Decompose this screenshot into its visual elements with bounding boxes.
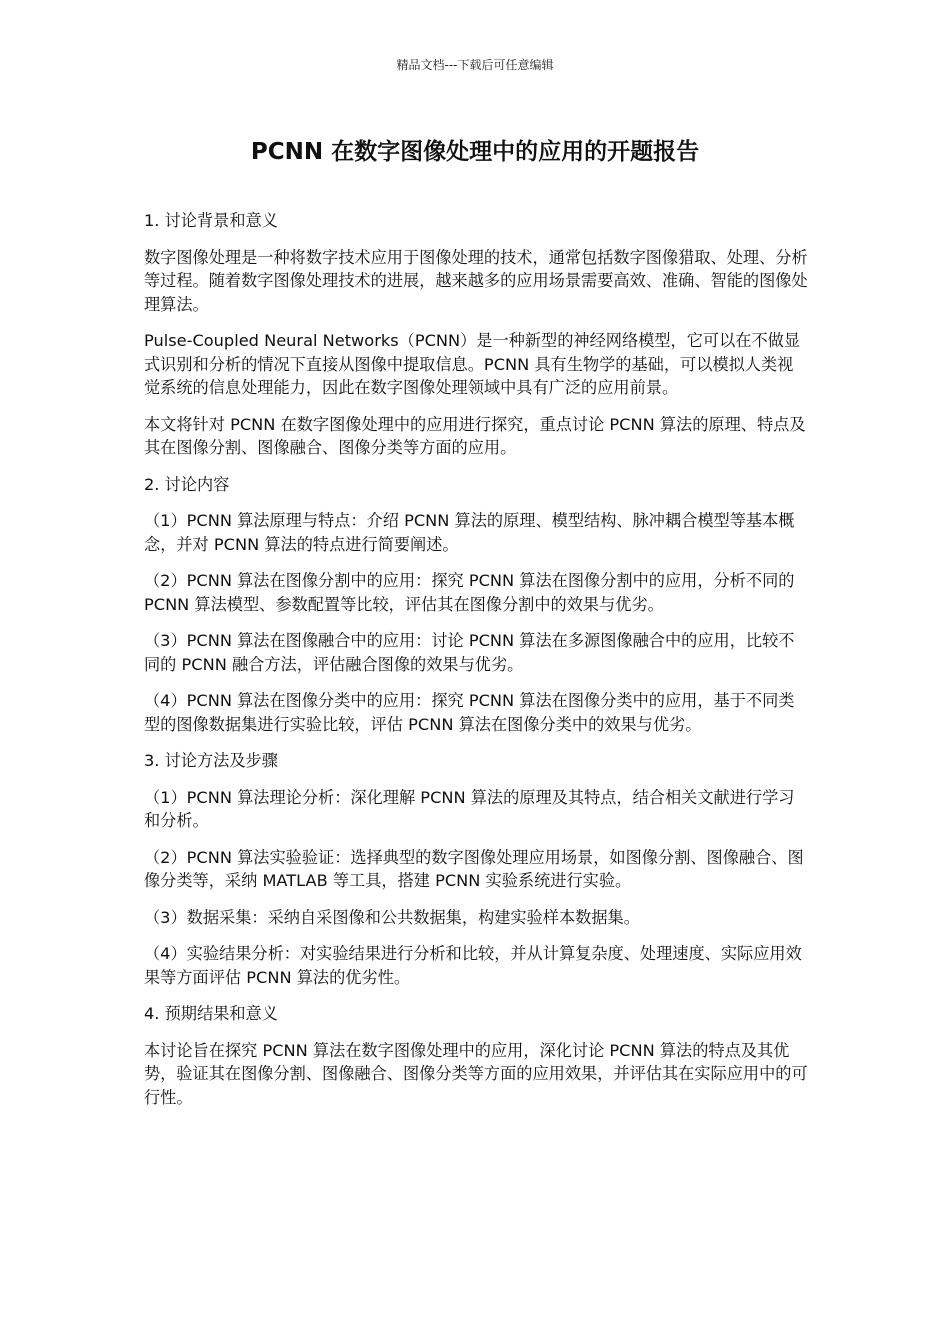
paragraph: （1）PCNN 算法理论分析：深化理解 PCNN 算法的原理及其特点，结合相关文献进行学习和分析。 [144, 787, 795, 830]
paragraph: （2）PCNN 算法实验验证：选择典型的数字图像处理应用场景，如图像分割、图像融合、图像分类等，采纳 MATLAB 等工具，搭建 PCNN 实验系统进行实验。 [144, 847, 804, 890]
paragraph: （4）实验结果分析：对实验结果进行分析和比较，并从计算复杂度、处理速度、实际应用效果等方面评估 PCNN 算法的优劣性。 [144, 944, 802, 987]
paragraph: （4）PCNN 算法在图像分类中的应用：探究 PCNN 算法在图像分类中的应用，基于不同类型的图像数据集进行实验比较，评估 PCNN 算法在图像分类中的效果与优劣。 [144, 691, 795, 734]
paragraph: （2）PCNN 算法在图像分割中的应用：探究 PCNN 算法在图像分割中的应用，分析不同的 PCNN 算法模型、参数配置等比较，评估其在图像分割中的效果与优劣。 [144, 571, 795, 614]
paragraph: 数字图像处理是一种将数字技术应用于图像处理的技术，通常包括数字图像猎取、处理、分析等过程。随着数字图像处理技术的进展，越来越多的应用场景需要高效、准确、智能的图像处理算法。 [144, 247, 808, 314]
header-note: 精品文档---下载后可任意编辑 [396, 58, 554, 72]
paragraph: 本文将针对 PCNN 在数字图像处理中的应用进行探究，重点讨论 PCNN 算法的原理、特点及其在图像分割、图像融合、图像分类等方面的应用。 [144, 414, 806, 457]
document-body [144, 209, 808, 1122]
section-heading: 3. 讨论方法及步骤 [144, 751, 278, 770]
paragraph: （3）PCNN 算法在图像融合中的应用：讨论 PCNN 算法在多源图像融合中的应用，比较不同的 PCNN 融合方法，评估融合图像的效果与优劣。 [144, 631, 795, 674]
paragraph: （1）PCNN 算法原理与特点：介绍 PCNN 算法的原理、模型结构、脉冲耦合模型等基本概念，并对 PCNN 算法的特点进行简要阐述。 [144, 511, 795, 554]
paragraph: 本讨论旨在探究 PCNN 算法在数字图像处理中的应用，深化讨论 PCNN 算法的特点及其优势，验证其在图像分割、图像融合、图像分类等方面的应用效果，并评估其在实际应用中的可行性。 [144, 1040, 808, 1107]
section-heading: 1. 讨论背景和意义 [144, 211, 278, 230]
paragraph: （3）数据采集：采纳自采图像和公共数据集，构建实验样本数据集。 [144, 907, 640, 927]
section-heading: 2. 讨论内容 [144, 474, 230, 494]
paragraph: Pulse-Coupled Neural Networks（PCNN）是一种新型的神经网络模型，它可以在不做显式识别和分析的情况下直接从图像中提取信息。PCNN 具有生物学的基础，可以模拟人类视觉系统的信息处理能力，因此在数字图像处理领域中具有广泛的应用前景。 [144, 331, 801, 397]
document-title: PCNN 在数字图像处理中的应用的开题报告 [250, 139, 700, 165]
section-heading: 4. 预期结果和意义 [144, 1004, 278, 1023]
